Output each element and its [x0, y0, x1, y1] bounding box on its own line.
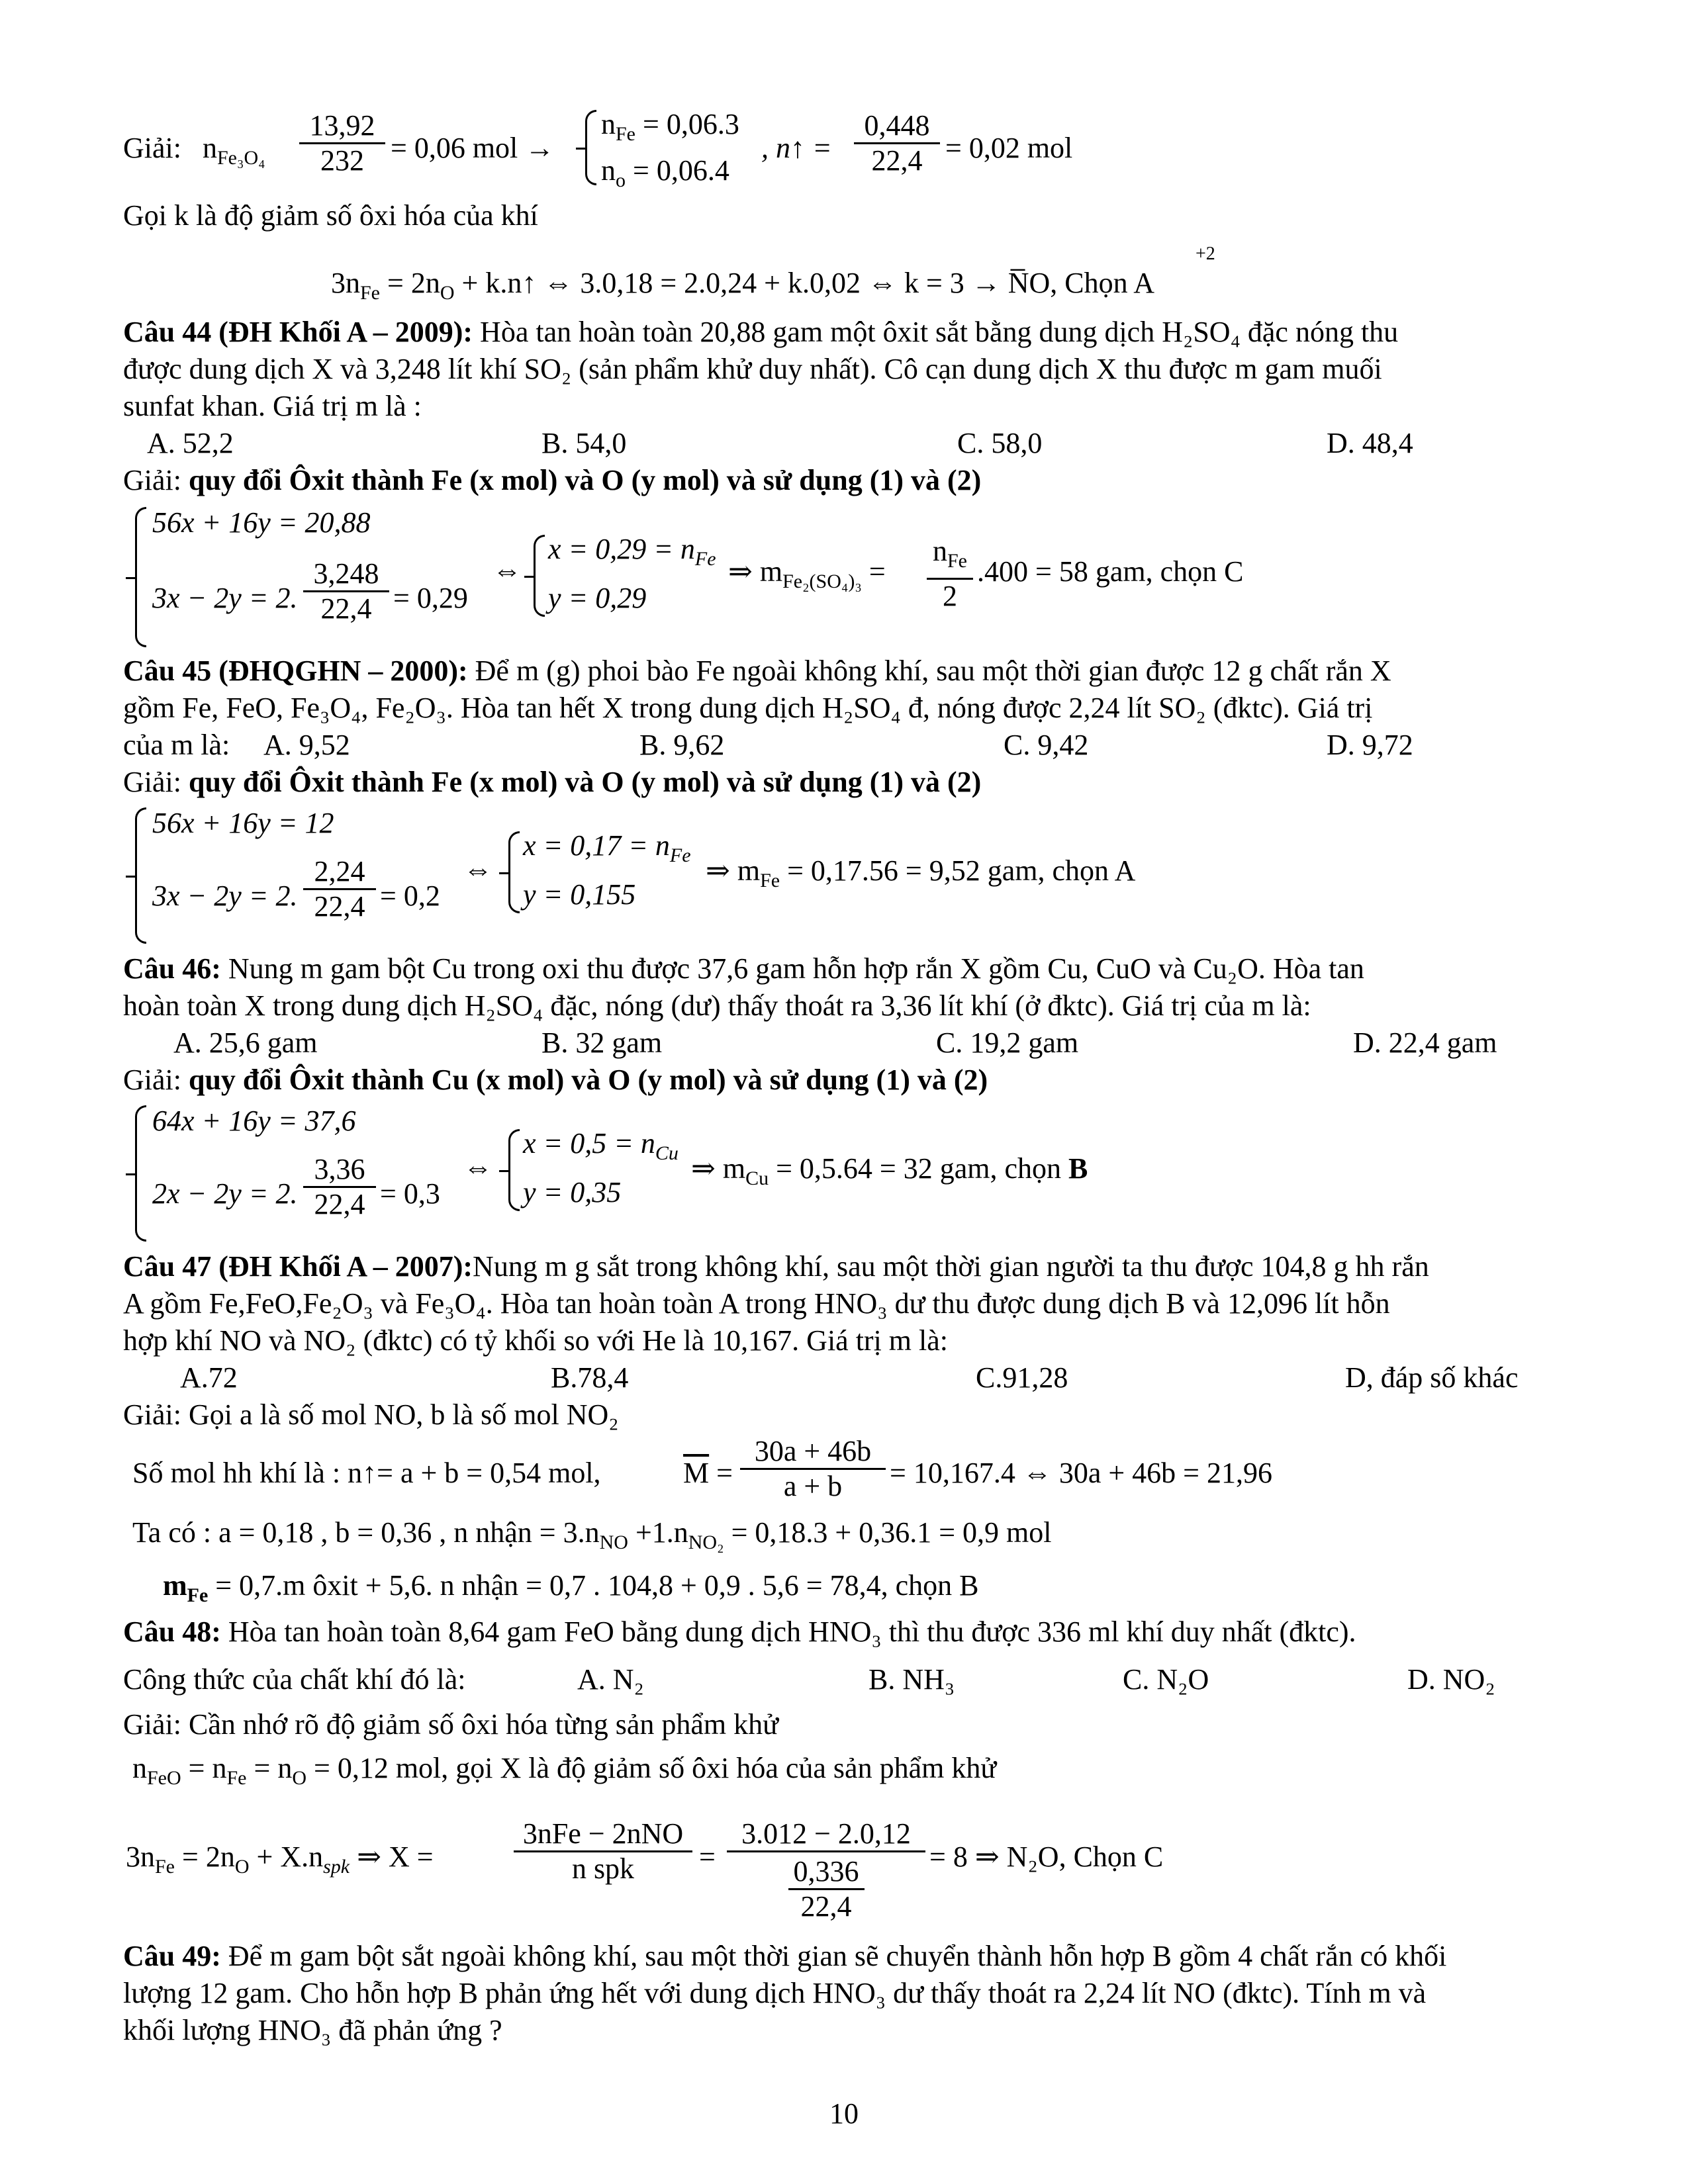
- q45-eq1: 56x + 16y = 12: [152, 807, 334, 839]
- q47-fraction: $\frac{30a + 46b}{a + b}$: [740, 1435, 886, 1503]
- q46-answer: ⇒ $m_{Cu} = 0,5.64 = 32$ gam, chọn B: [691, 1152, 1088, 1189]
- q45-x: $x = 0,17 = n_{Fe}$: [523, 829, 691, 866]
- n-fe-eq: $n_{Fe} = 0,06.3$: [601, 108, 739, 145]
- k-equation: $3n_{Fe} = 2n_O$ + k.n↑ ⇔ 3.0,18 = 2.0,24 + k.0,02 ⇔ k = 3 → N̅O, Chọn A: [331, 267, 1155, 304]
- q46-y: y = 0,35: [523, 1176, 622, 1208]
- result-0-06: = 0,06 mol →: [391, 132, 555, 164]
- q44-eq2: 3x − 2y = 2.: [152, 582, 298, 614]
- q44-option-c: C. 58,0: [957, 427, 1043, 459]
- n-gas: , n↑ =: [761, 132, 832, 164]
- q47-line3: hợp khí NO và NO₂ (đktc) có tỷ khối so với He là 10,167. Giá trị m là:: [123, 1324, 949, 1357]
- q48-option-c: C. N₂O: [1123, 1663, 1209, 1696]
- q46-x: $x = 0,5 = n_{Cu}$: [523, 1127, 679, 1164]
- q47-line1: Câu 47 (ĐH Khối A – 2007):Nung m g sắt trong không khí, sau một thời gian người ta thu được 104,8 g hh rắn: [123, 1250, 1429, 1283]
- q49-line1: Câu 49: Để m gam bột sắt ngoài không khí, sau một thời gian sẽ chuyển thành hỗn hợp B gồm 4 chất rắn có khối: [123, 1940, 1447, 1972]
- q44-solution-heading: Giải: quy đổi Ôxit thành Fe (x mol) và O (y mol) và sử dụng (1) và (2): [123, 464, 982, 496]
- oxidation-state: +2: [1196, 244, 1215, 264]
- q46-option-d: D. 22,4 gam: [1353, 1026, 1497, 1059]
- q47-molar-mass: $\overline{M}$ =: [683, 1457, 733, 1489]
- q46-result-brace: [508, 1129, 520, 1211]
- q44-result-brace: [534, 535, 545, 617]
- q47-line2: A gồm Fe,FeO,Fe₂O₃ và Fe₃O₄. Hòa tan hoàn toàn A trong HNO₃ dư thu được dung dịch B và 12,096 lít hỗn: [123, 1287, 1390, 1320]
- n-o-eq: $n_o = 0,06.4$: [601, 154, 729, 191]
- q44-equivalent: ⇔: [492, 554, 522, 586]
- q46-equivalent: ⇔: [463, 1151, 492, 1183]
- q47-option-a: A.72: [180, 1361, 238, 1394]
- q44-fraction: $\frac{3,248}{22,4}$: [303, 557, 389, 625]
- q44-option-b: B. 54,0: [541, 427, 627, 459]
- n-fe3o4: $n_{Fe_3O_4}$: [203, 132, 265, 169]
- q47-option-d: D, đáp số khác: [1345, 1361, 1519, 1394]
- q46-line1: Câu 46: Nung m gam bột Cu trong oxi thu được 37,6 gam hỗn hợp rắn X gồm Cu, CuO và Cu₂O. Hòa tan: [123, 952, 1364, 985]
- q46-option-a: A. 25,6 gam: [173, 1026, 318, 1059]
- fraction-13-92: $\frac{13,92}{232}$: [299, 109, 385, 177]
- q46-eq2-result: = 0,3: [380, 1177, 440, 1210]
- q46-option-c: C. 19,2 gam: [936, 1026, 1079, 1059]
- q45-equivalent: ⇔: [463, 853, 492, 886]
- q45-option-a: A. 9,52: [263, 729, 350, 761]
- q48-fraction-x: 3nFe − 2nNO n spk: [514, 1817, 692, 1886]
- q45-option-b: B. 9,62: [639, 729, 725, 761]
- q49-line3: khối lượng HNO₃ đã phản ứng ?: [123, 2014, 502, 2046]
- q44-y: y = 0,29: [548, 582, 647, 614]
- q45-line2: gồm Fe, FeO, Fe₃O₄, Fe₂O₃. Hòa tan hết X trong dung dịch H₂SO₄ đ, nóng được 2,24 lít SO₂ (đktc). Giá trị: [123, 692, 1373, 724]
- q48-fraction-value: 3.012 − 2.0,12 0,336 22,4: [727, 1817, 925, 1923]
- q44-option-a: A. 52,2: [147, 427, 234, 459]
- q47-electrons: Ta có : a = 0,18 , b = 0,36 , n nhận = $3.n_{NO} +1.n_{NO_2} = 0,18.3 + 0,36.1 = 0,9$ mol: [132, 1516, 1052, 1553]
- q47-solution-heading: Giải: Gọi a là số mol NO, b là số mol NO₂: [123, 1398, 619, 1431]
- q48-line2: Công thức của chất khí đó là:: [123, 1663, 466, 1696]
- q44-line2: được dung dịch X và 3,248 lít khí SO₂ (sản phẩm khử duy nhất). Cô cạn dung dịch X thu được m gam muối: [123, 353, 1382, 385]
- q46-fraction: $\frac{3,36}{22,4}$: [303, 1153, 376, 1221]
- q44-mass-fraction: $n_{Fe}$ 2: [927, 535, 973, 613]
- q45-result-brace: [508, 831, 520, 913]
- q44-eq2-result: = 0,29: [393, 582, 468, 614]
- q44-mass-expr: ⇒ $m_{Fe_2(SO_4)_3}$ =: [728, 555, 886, 592]
- giai-label: Giải:: [123, 132, 181, 164]
- fraction-0-448: $\frac{0,448}{22,4}$: [854, 109, 940, 177]
- q45-eq2: 3x − 2y = 2.: [152, 880, 298, 912]
- q44-option-d: D. 48,4: [1327, 427, 1413, 459]
- q46-line2: hoàn toàn X trong dung dịch H₂SO₄ đặc, nóng (dư) thấy thoát ra 3,36 lít khí (ở đktc). Giá trị của m là:: [123, 989, 1311, 1022]
- q46-eq1: 64x + 16y = 37,6: [152, 1105, 356, 1137]
- q45-system-brace: [135, 807, 146, 944]
- result-0-02: = 0,02 mol: [945, 132, 1073, 164]
- q45-option-c: C. 9,42: [1004, 729, 1089, 761]
- q44-eq1: 56x + 16y = 20,88: [152, 506, 371, 539]
- q48-option-b: B. NH₃: [868, 1663, 955, 1696]
- q48-option-a: A. N₂: [577, 1663, 644, 1696]
- q47-option-c: C.91,28: [976, 1361, 1068, 1394]
- q48-answer: = 8 ⇒ N₂O, Chọn C: [929, 1841, 1164, 1873]
- page-number: 10: [829, 2097, 859, 2130]
- q46-system-brace: [135, 1105, 146, 1242]
- q48-solution-heading: Giải: Cần nhớ rõ độ giảm số ôxi hóa từng sản phẩm khử: [123, 1708, 778, 1741]
- q44-system-brace: [135, 507, 146, 647]
- q48-option-d: D. NO₂: [1407, 1663, 1495, 1696]
- q44-answer: .400 = 58 gam, chọn C: [977, 555, 1244, 588]
- q47-mass-fe: $m_{Fe} = 0,7.m$ ôxit + 5,6. n nhận = 0,7 . 104,8 + 0,9 . 5,6 = 78,4, chọn B: [163, 1569, 979, 1606]
- q44-line1: Câu 44 (ĐH Khối A – 2009): Hòa tan hoàn toàn 20,88 gam một ôxit sắt bằng dung dịch H₂SO₄ đặc nóng thu: [123, 316, 1399, 348]
- q48-line1: Câu 48: Hòa tan hoàn toàn 8,64 gam FeO bằng dung dịch HNO₃ thì thu được 336 ml khí duy nhất (đktc).: [123, 1615, 1356, 1648]
- q48-moles: $n_{FeO} = n_{Fe} = n_O = 0,12$ mol, gọi X là độ giảm số ôxi hóa của sản phẩm khử: [132, 1752, 997, 1789]
- q45-answer: ⇒ $m_{Fe} = 0,17.56 = 9,52$ gam, chọn A: [706, 854, 1136, 891]
- q47-molar-result: = 10,167.4 ⇔ 30a + 46b = 21,96: [890, 1457, 1272, 1489]
- q45-y: y = 0,155: [523, 878, 636, 911]
- q46-solution-heading: Giải: quy đổi Ôxit thành Cu (x mol) và O (y mol) và sử dụng (1) và (2): [123, 1064, 988, 1096]
- q49-line2: lượng 12 gam. Cho hỗn hợp B phản ứng hết với dung dịch HNO₃ dư thấy thoát ra 2,24 lít NO (đktc). Tính m và: [123, 1977, 1427, 2009]
- q47-moles: Số mol hh khí là : n↑= a + b = 0,54 mol,: [132, 1457, 601, 1489]
- q45-line3: của m là:: [123, 729, 230, 761]
- q45-eq2-result: = 0,2: [380, 880, 440, 912]
- q46-option-b: B. 32 gam: [541, 1026, 663, 1059]
- k-definition: Gọi k là độ giảm số ôxi hóa của khí: [123, 199, 538, 232]
- q45-line1: Câu 45 (ĐHQGHN – 2000): Để m (g) phoi bào Fe ngoài không khí, sau một thời gian được 12 g chất rắn X: [123, 655, 1391, 687]
- q48-equals: =: [699, 1841, 716, 1873]
- q45-solution-heading: Giải: quy đổi Ôxit thành Fe (x mol) và O (y mol) và sử dụng (1) và (2): [123, 766, 982, 798]
- q47-option-b: B.78,4: [551, 1361, 629, 1394]
- q44-line3: sunfat khan. Giá trị m là :: [123, 390, 422, 422]
- system-brace: [585, 110, 596, 185]
- q46-eq2: 2x − 2y = 2.: [152, 1177, 298, 1210]
- q45-option-d: D. 9,72: [1327, 729, 1413, 761]
- q44-x: $x = 0,29 = n_{Fe}$: [548, 533, 716, 570]
- q48-equation: $3n_{Fe} = 2n_O + X.n_{spk}$ ⇒ X =: [126, 1841, 434, 1878]
- q45-fraction: $\frac{2,24}{22,4}$: [303, 855, 376, 923]
